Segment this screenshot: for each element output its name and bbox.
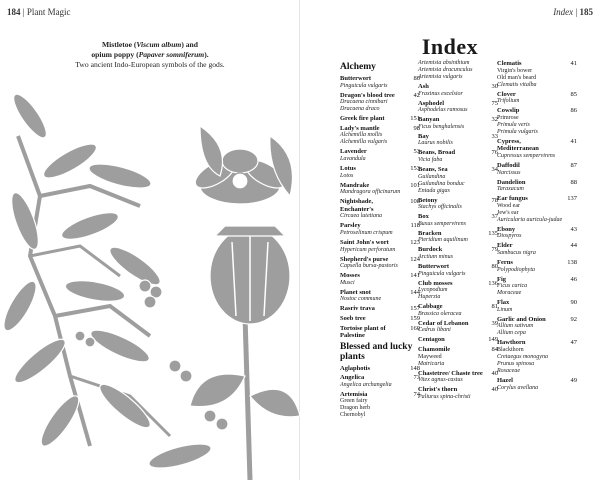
index-entry-term: Lotus bbox=[340, 164, 356, 172]
index-entry bbox=[418, 263, 498, 278]
index-entry-alias: Wood ear bbox=[497, 202, 521, 209]
index-entry-page-number: 101 bbox=[410, 181, 420, 189]
index-entry-term: Cypress, Mediterranean bbox=[497, 137, 539, 153]
index-entry bbox=[497, 91, 577, 106]
index-entry-latin-name: Dracaena cinnibari bbox=[340, 99, 388, 106]
left-page-number: 184 bbox=[7, 7, 21, 17]
index-entry-term: Christ's thorn bbox=[418, 386, 458, 394]
index-entry bbox=[497, 107, 577, 136]
index-entry-page-number: 157 bbox=[410, 305, 420, 313]
index-entry-term: Angelica bbox=[340, 374, 365, 382]
index-entry-term: Mandrake bbox=[340, 181, 370, 189]
index-entry bbox=[418, 197, 498, 212]
index-entry bbox=[497, 377, 577, 392]
index-entry-latin-name: Allium cepa bbox=[497, 330, 526, 337]
index-entry-page-number: 76 bbox=[491, 149, 498, 157]
index-entry-term: Cabbage bbox=[418, 303, 443, 311]
index-entry-page-number: 118 bbox=[410, 222, 420, 230]
index-entry-latin-name: Pinguicula vulgaris bbox=[340, 82, 388, 89]
index-column-3 bbox=[497, 60, 577, 394]
index-entry-term: Ebony bbox=[497, 225, 516, 233]
index-entry bbox=[340, 289, 420, 304]
index-entry-term: Bracken bbox=[418, 229, 442, 237]
index-entry bbox=[340, 165, 420, 180]
index-entry-page-number: 149 bbox=[488, 336, 498, 344]
index-entry-page-number: 46 bbox=[570, 275, 577, 283]
index-entry-latin-name: Cretaegus monogyna bbox=[497, 353, 548, 360]
right-folio-separator: | bbox=[575, 7, 578, 17]
index-entry-latin-name: Sambucus nigra bbox=[497, 249, 536, 256]
index-entry-page-number: 44 bbox=[570, 242, 577, 250]
index-entry-latin-name: Laurus nobilis bbox=[418, 140, 453, 147]
index-entry-latin-name: Diospyros bbox=[497, 233, 522, 240]
index-entry-term: Ear fungus bbox=[497, 195, 528, 203]
index-entry bbox=[418, 370, 498, 385]
index-entry-term: Hazel bbox=[497, 376, 513, 384]
index-entry bbox=[340, 305, 420, 313]
index-entry-page-number: 53 bbox=[413, 148, 420, 156]
index-entry bbox=[497, 138, 577, 160]
index-entry bbox=[340, 182, 420, 197]
index-entry-page-number: 144 bbox=[410, 288, 420, 296]
index-entry-term: Soeb tree bbox=[340, 314, 366, 322]
index-entry-page-number: 43 bbox=[570, 225, 577, 233]
index-entry-term: Butterwort bbox=[340, 75, 372, 82]
index-entry-latin-name: Narcissus bbox=[497, 169, 521, 176]
index-entry-page-number: 85 bbox=[570, 90, 577, 98]
index-entry-term: Ferns bbox=[497, 258, 513, 266]
index-entry-term: Greek fire plant bbox=[340, 115, 385, 123]
index-entry bbox=[418, 346, 498, 368]
index-entry bbox=[340, 222, 420, 237]
index-entry-term: Daffodil bbox=[497, 161, 520, 169]
index-entry bbox=[418, 320, 498, 335]
index-entry bbox=[418, 386, 498, 401]
index-entry bbox=[497, 259, 577, 274]
index-entry-term: Butterwort bbox=[418, 262, 450, 270]
index-entry-latin-name: Primula veris bbox=[497, 121, 530, 128]
mistletoe-poppy-illustration bbox=[0, 76, 300, 480]
index-entry-alias: Dragon herb bbox=[340, 405, 371, 412]
index-entry-page-number: 160 bbox=[410, 324, 420, 332]
illustration-caption bbox=[30, 40, 270, 70]
index-entry-term: Hawthorn bbox=[497, 339, 526, 347]
index-entry bbox=[497, 242, 577, 257]
index-entry-page-number: 74 bbox=[413, 390, 420, 398]
right-running-title: Index bbox=[553, 7, 574, 17]
index-entry-page-number: 141 bbox=[410, 272, 420, 280]
index-entry bbox=[497, 316, 577, 338]
index-entry-term: Nightshade, Enchanter's bbox=[340, 198, 374, 213]
index-entry-latin-name: Lavandula bbox=[340, 155, 366, 162]
index-title: Index bbox=[421, 34, 479, 59]
index-entry-latin-name: Artemisia vulgaris bbox=[418, 74, 463, 80]
index-entry-term: Flax bbox=[497, 299, 510, 307]
index-entry-latin-name: Cupressus sempervirens bbox=[497, 152, 556, 159]
index-entry-page-number: 80 bbox=[413, 75, 420, 82]
index-entry-term: Garlic and Onion bbox=[497, 315, 546, 323]
index-entry-term: Clover bbox=[497, 90, 516, 98]
index-entry-page-number: 34 bbox=[491, 165, 498, 173]
index-entry bbox=[418, 280, 498, 302]
index-entry-page-number: 37 bbox=[491, 213, 498, 221]
index-column-2 bbox=[418, 60, 498, 403]
caption-line-1: Mistletoe (Viscum album) and bbox=[102, 40, 198, 49]
index-entry-page-number: 98 bbox=[413, 124, 420, 132]
index-entry-term: Artemisia bbox=[340, 390, 368, 398]
index-entry-latin-name: Cedrus libani bbox=[418, 327, 451, 334]
index-entry-alias: Old man's beard bbox=[497, 74, 537, 81]
index-entry-page-number: 90 bbox=[570, 299, 577, 307]
index-entry-page-number: 136 bbox=[488, 279, 498, 287]
index-entry-term: Ash bbox=[418, 83, 429, 90]
index-entry bbox=[340, 125, 420, 147]
index-entry-alias: Green fairy bbox=[340, 398, 368, 405]
index-entry-term: Shepherd's purse bbox=[340, 255, 389, 263]
index-entry bbox=[418, 83, 498, 98]
index-entry-term: Box bbox=[418, 213, 429, 221]
index-entry-latin-name: Guilandina bonduc bbox=[418, 180, 465, 187]
index-entry-term: Lavender bbox=[340, 148, 367, 156]
index-entry bbox=[418, 166, 498, 195]
index-entry-latin-name: Huperzia bbox=[418, 294, 441, 301]
index-entry-page-number: 41 bbox=[570, 137, 577, 145]
index-section-heading: Blessed and lucky plants bbox=[340, 341, 413, 362]
index-entry-term: Elder bbox=[497, 242, 513, 250]
index-entry-alias: Primrose bbox=[497, 114, 519, 121]
index-entry-page-number: 78 bbox=[491, 196, 498, 204]
index-entry bbox=[340, 272, 420, 287]
index-entry-latin-name: Vicia faba bbox=[418, 156, 443, 163]
right-folio bbox=[553, 7, 593, 17]
index-entry-alias: Blackthorn bbox=[497, 346, 524, 353]
index-entry bbox=[497, 299, 577, 314]
index-entry-page-number: 33 bbox=[491, 132, 498, 140]
index-entry-latin-name: Hypericum perforatum bbox=[340, 246, 396, 253]
index-entry-page-number: 39 bbox=[491, 319, 498, 327]
index-entry-latin-name: Pinguicula vulgaris bbox=[418, 270, 466, 277]
index-entry-latin-name: Capsella bursa-pastoris bbox=[340, 263, 398, 270]
index-entry bbox=[418, 213, 498, 228]
index-entry-page-number: 49 bbox=[570, 376, 577, 384]
index-entry bbox=[340, 198, 420, 220]
index-entry-latin-name: Trifolium bbox=[497, 98, 520, 105]
index-entry-latin-name: Corylus avellana bbox=[497, 384, 539, 391]
index-entry bbox=[418, 336, 498, 344]
index-entry-page-number: 151 bbox=[410, 115, 420, 123]
index-entry-page-number: 75 bbox=[491, 99, 498, 107]
index-entry bbox=[418, 60, 498, 81]
index-entry-page-number: 92 bbox=[570, 315, 577, 323]
index-entry bbox=[340, 75, 420, 90]
index-entry bbox=[418, 133, 498, 148]
index-entry-page-number: 123 bbox=[410, 238, 420, 246]
index-entry-page-number: 138 bbox=[567, 258, 577, 266]
index-entry-latin-name: Nostoc commune bbox=[340, 296, 382, 303]
index-entry-page-number: 30 bbox=[491, 83, 498, 90]
index-entry bbox=[340, 239, 420, 254]
index-section-heading: Alchemy bbox=[340, 62, 376, 72]
index-entry-term: Beans, Broad bbox=[418, 149, 456, 157]
index-entry-term: Chamomile bbox=[418, 345, 451, 353]
index-entry-latin-name: Ficus carica bbox=[497, 283, 528, 290]
caption-line-3: Two ancient Indo-European symbols of the gods. bbox=[75, 60, 225, 69]
index-entry-latin-name: Pteridium aquilinum bbox=[418, 237, 468, 244]
index-entry bbox=[340, 256, 420, 271]
index-entry-latin-name: Taraxacum bbox=[497, 186, 524, 193]
index-entry-latin-name: Polypodiophyta bbox=[497, 266, 535, 273]
index-entry bbox=[497, 276, 577, 298]
index-entry-page-number: 81 bbox=[491, 303, 498, 311]
index-entry-page-number: 47 bbox=[570, 339, 577, 347]
index-entry-latin-name: Lotos bbox=[340, 172, 354, 179]
index-entry-latin-name: Entada gigas bbox=[418, 187, 450, 194]
index-entry-latin-name: Paliurus spina-christi bbox=[418, 393, 471, 400]
index-entry-term: Cedar of Lebanon bbox=[418, 319, 469, 327]
index-entry-latin-name: Artemisia dracunculus bbox=[418, 67, 473, 73]
index-entry-term: Planet snot bbox=[340, 288, 371, 296]
left-folio bbox=[7, 7, 71, 17]
index-entry-latin-name: Rosaceae bbox=[497, 367, 520, 374]
index-column-1 bbox=[340, 60, 420, 421]
index-entry-term: Lady's mantle bbox=[340, 124, 380, 132]
index-entry-page-number: 86 bbox=[570, 107, 577, 115]
index-entry-term: Burdock bbox=[418, 246, 443, 254]
index-entry-latin-name: Matricaria bbox=[418, 360, 445, 367]
index-entry-page-number: 153 bbox=[410, 164, 420, 172]
index-entry-page-number: 137 bbox=[567, 195, 577, 203]
index-entry bbox=[340, 325, 420, 340]
index-entry-term: Asphodel bbox=[418, 99, 445, 107]
index-entry-latin-name: Alchemilla vulgaris bbox=[340, 139, 388, 146]
index-entry bbox=[340, 92, 420, 114]
index-entry-term: Chastetree/ Chaste tree bbox=[418, 369, 483, 377]
index-entry-page-number: 79 bbox=[491, 246, 498, 254]
index-entry bbox=[418, 246, 498, 261]
index-entry-latin-name: Brassica oleracea bbox=[418, 310, 462, 317]
index-entry-term: Beans, Sea bbox=[418, 165, 448, 173]
index-entry bbox=[418, 303, 498, 318]
index-entry-term: Clematis bbox=[497, 60, 522, 67]
left-folio-separator: | bbox=[22, 7, 25, 17]
index-entry-latin-name: Alchemilla mollis bbox=[340, 132, 383, 139]
index-entry-term: Centagon bbox=[418, 336, 445, 344]
index-entry-latin-name: Petroselinum crispum bbox=[340, 229, 393, 236]
index-entry bbox=[497, 162, 577, 177]
index-entry-alias: Virgin's bower bbox=[497, 67, 533, 74]
index-entry-latin-name: Arctium minus bbox=[418, 253, 453, 260]
index-entry-latin-name: Guilandina bbox=[418, 173, 446, 180]
index-entry-latin-name: Ficus benghalensis bbox=[418, 123, 465, 130]
index-entry bbox=[418, 116, 498, 131]
left-running-title: Plant Magic bbox=[26, 7, 71, 17]
index-entry-term: Club mosses bbox=[418, 279, 453, 287]
index-entry bbox=[340, 148, 420, 163]
index-entry bbox=[418, 100, 498, 115]
index-entry-page-number: 148 bbox=[410, 364, 420, 372]
index-entry-latin-name: Lycopodium bbox=[418, 287, 448, 294]
index-entry-latin-name: Musci bbox=[340, 279, 355, 286]
index-entry-page-number: 32 bbox=[491, 116, 498, 124]
index-entry-page-number: 42 bbox=[413, 91, 420, 99]
index-entry-latin-name: Buxus sempervirens bbox=[418, 220, 466, 227]
index-entry-latin-name: Dracaena draco bbox=[340, 106, 380, 113]
index-entry-latin-name: Linum bbox=[497, 306, 513, 313]
index-entry-latin-name: Vitex agnus-castus bbox=[418, 377, 463, 384]
index-entry-page-number: 108 bbox=[410, 198, 420, 206]
index-entry-term: Saint John's wort bbox=[340, 238, 389, 246]
index-entry-page-number: 159 bbox=[410, 314, 420, 322]
index-entry-latin-name: Auricularia auricula-judae bbox=[497, 216, 563, 223]
index-entry-term: Parsley bbox=[340, 222, 361, 230]
index-entry-page-number: 73 bbox=[413, 374, 420, 382]
index-entry-page-number: 40 bbox=[491, 369, 498, 377]
index-entry-latin-name: Angelica archangelia bbox=[340, 381, 392, 388]
index-entry-term: Fig bbox=[497, 275, 507, 283]
index-entry-term: Mosses bbox=[340, 272, 360, 280]
right-page-number: 185 bbox=[579, 7, 593, 17]
index-entry-page-number: 87 bbox=[570, 161, 577, 169]
index-entry-page-number: 80 bbox=[491, 262, 498, 270]
index-entry-term: Cowslip bbox=[497, 107, 520, 115]
index-entry-page-number: 135 bbox=[488, 229, 498, 237]
index-entry bbox=[497, 339, 577, 375]
index-entry-term: Betony bbox=[418, 196, 438, 204]
index-entry-term: Aglaphotis bbox=[340, 364, 370, 372]
index-entry-latin-name: Asphodelus ramosus bbox=[418, 107, 468, 114]
index-entry-page-number: 41 bbox=[570, 60, 577, 67]
index-entry-term: Tortoise plant of Palestine bbox=[340, 324, 386, 340]
index-entry-latin-name: Circaea lutetiana bbox=[340, 213, 382, 220]
index-entry-page-number: 84 bbox=[491, 345, 498, 353]
index-entry-latin-name: Moraceae bbox=[497, 290, 522, 297]
index-entry-alias: Chernobyl bbox=[340, 412, 366, 419]
index-entry-term: Rasriv trava bbox=[340, 305, 375, 313]
index-entry bbox=[340, 315, 420, 323]
index-entry bbox=[340, 115, 420, 123]
index-entry-term: Banyan bbox=[418, 116, 440, 124]
index-entry-alias: Mayweed bbox=[418, 353, 442, 360]
index-entry-latin-name: Artemisia absinthium bbox=[418, 60, 470, 66]
index-entry bbox=[418, 149, 498, 164]
index-entry-page-number: 40 bbox=[491, 386, 498, 394]
index-entry bbox=[497, 60, 577, 89]
index-entry-latin-name: Fraxinus excelsior bbox=[418, 90, 463, 97]
index-entry bbox=[418, 230, 498, 245]
index-entry bbox=[340, 365, 420, 373]
index-entry bbox=[340, 391, 420, 420]
index-entry-page-number: 124 bbox=[410, 255, 420, 263]
index-entry-latin-name: Stachys officinalis bbox=[418, 204, 462, 211]
index-entry-latin-name: Primula vulgaris bbox=[497, 128, 538, 135]
index-entry-term: Dandelion bbox=[497, 178, 526, 186]
index-entry bbox=[497, 195, 577, 224]
index-entry-page-number: 88 bbox=[570, 178, 577, 186]
index-entry-latin-name: Clematis vitalba bbox=[497, 81, 537, 88]
index-entry-term: Dragon's blood tree bbox=[340, 91, 395, 99]
index-entry-latin-name: Allium sativum bbox=[497, 323, 534, 330]
index-entry-latin-name: Prunus spinosa bbox=[497, 360, 535, 367]
index-entry-alias: Jew's ear bbox=[497, 209, 519, 216]
index-entry bbox=[497, 179, 577, 194]
index-entry-latin-name: Mandragora officinarum bbox=[340, 189, 401, 196]
index-entry-term: Bay bbox=[418, 132, 429, 140]
caption-line-2: opium poppy (Papaver somniferum). bbox=[91, 50, 209, 59]
index-entry bbox=[497, 226, 577, 241]
index-entry bbox=[340, 374, 420, 389]
